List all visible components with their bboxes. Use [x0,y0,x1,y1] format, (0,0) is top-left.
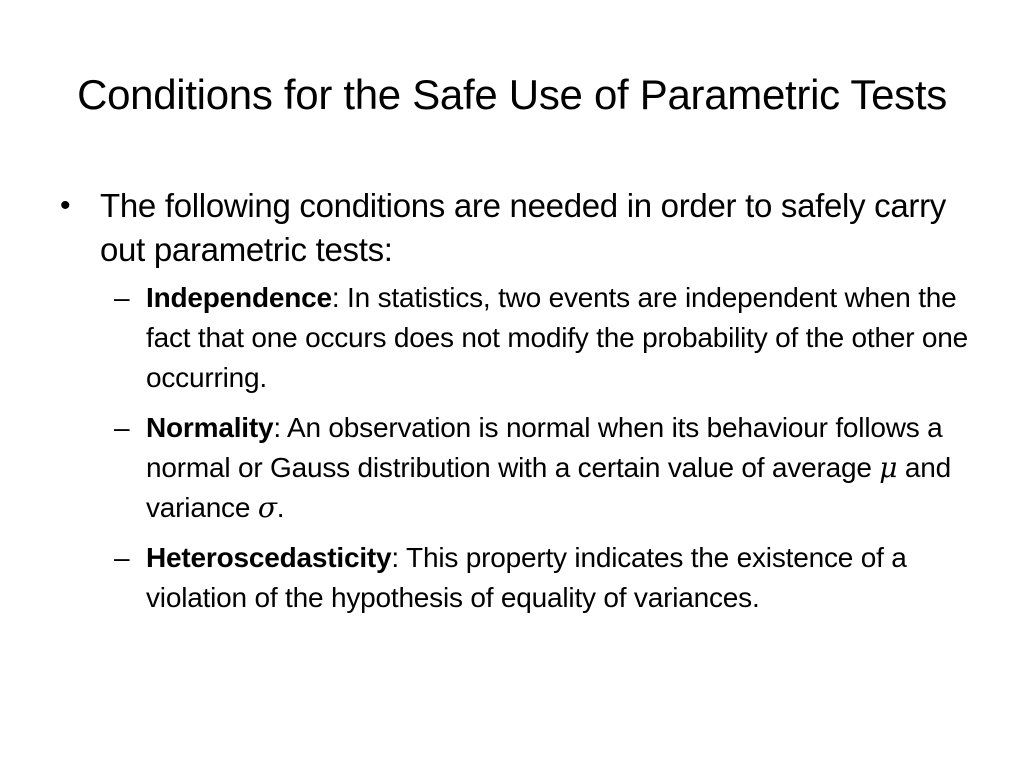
condition-normality [100,408,978,528]
bullet-dot-icon: • [60,189,71,222]
condition-term: Independence [146,282,332,313]
dash-icon: – [114,282,130,313]
main-bullet-text: The following conditions are needed in order to safely carry out parametric tests: [100,187,946,268]
mu-symbol: μ [879,451,898,484]
condition-term: Normality [146,412,274,443]
condition-independence [100,278,978,398]
slide-title: Conditions for the Safe Use of Parametric Tests [77,71,947,119]
condition-term: Heteroscedasticity [146,542,392,573]
sigma-symbol: σ [257,491,277,524]
condition-text: : This property indicates the existence of a violation of the hypothesis of equality of variances. [146,542,907,613]
condition-text: . [276,492,285,523]
bullet-list [58,184,978,628]
condition-heteroscedasticity [100,538,978,618]
main-bullet [58,184,978,618]
dash-icon: – [114,412,130,443]
condition-text: : In statistics, two events are independent when the fact that one occurs does not modify the probability of the other one occurring. [146,282,969,393]
condition-text: : An observation is normal when its behaviour follows a normal or Gauss distribution with a certain value of average [146,412,943,483]
condition-text: and variance [146,452,951,523]
conditions-list [100,278,978,618]
dash-icon: – [114,542,130,573]
